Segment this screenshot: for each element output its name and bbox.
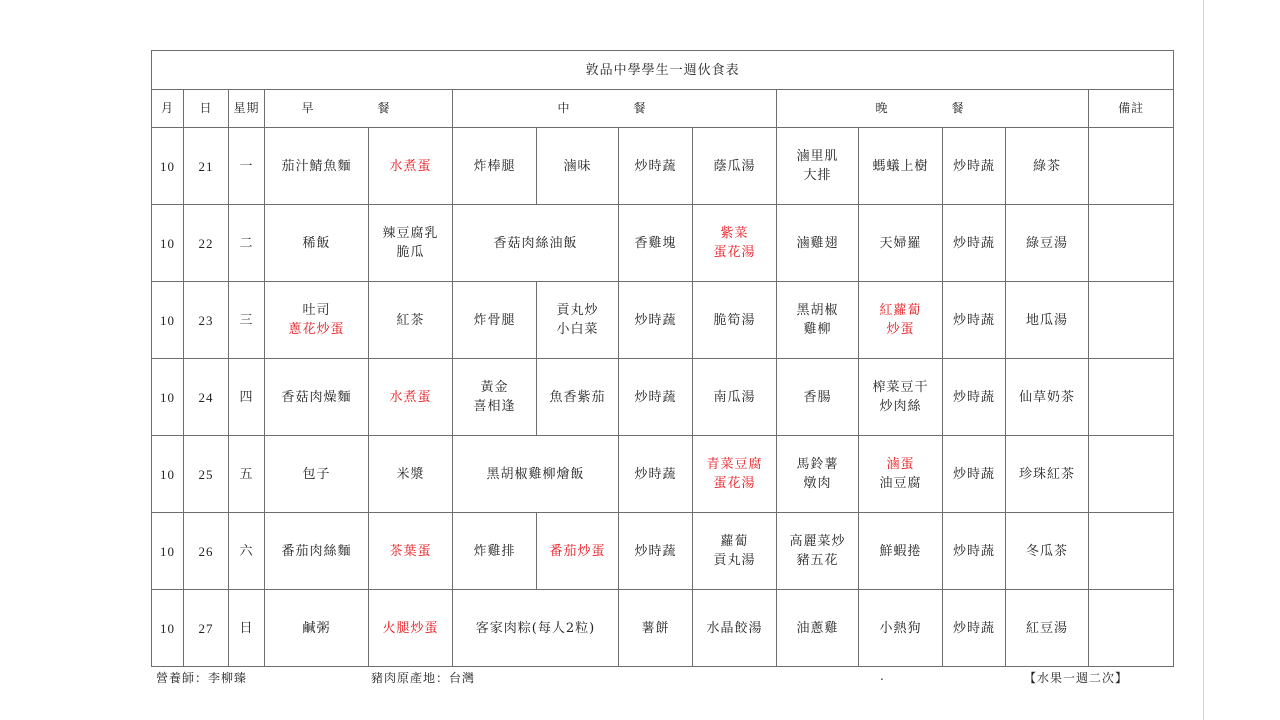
dish-l3 <box>619 590 693 667</box>
dish-line: 番茄肉絲麵 <box>281 543 352 559</box>
page-edge-rule <box>1203 0 1204 720</box>
dish-l1 <box>453 128 537 205</box>
dish-line: 水煮蛋 <box>389 158 432 174</box>
cell-month: 10 <box>152 359 184 436</box>
menu-row <box>152 590 1174 667</box>
dish-line: 紫菜 <box>720 226 749 241</box>
dish-l4 <box>693 436 777 513</box>
cell-day: 24 <box>184 359 229 436</box>
dish-line: 炒蛋 <box>886 322 915 337</box>
dish-d1 <box>777 128 859 205</box>
dish-b1 <box>265 513 369 590</box>
dish-d4 <box>1006 282 1089 359</box>
dish-line: 蘿蔔 <box>720 534 749 549</box>
dish-line: 炒時蔬 <box>634 466 677 482</box>
dish-line: 香腸 <box>803 389 832 405</box>
dish-line: 珍珠紅茶 <box>1018 466 1075 482</box>
cell-note <box>1089 205 1174 282</box>
dish-l3 <box>619 359 693 436</box>
dish-l4 <box>693 282 777 359</box>
dish-d2 <box>859 282 943 359</box>
dish-line: 包子 <box>302 466 331 482</box>
dish-line: 炒時蔬 <box>952 620 995 636</box>
dish-line: 炒時蔬 <box>634 158 677 174</box>
dish-line: 綠茶 <box>1032 158 1061 174</box>
dish-line: 黑胡椒雞柳燴飯 <box>486 466 585 482</box>
dish-line: 滷雞翅 <box>796 235 839 251</box>
cell-note <box>1089 513 1174 590</box>
dish-line: 炒時蔬 <box>952 312 995 328</box>
dish-line: 青菜豆腐 <box>706 457 763 472</box>
dish-l2 <box>537 513 619 590</box>
menu-title: 敦品中學學生一週伙食表 <box>152 51 1174 90</box>
dish-line: 香菇肉燥麵 <box>281 389 352 405</box>
dish-line: 炒時蔬 <box>952 235 995 251</box>
cell-weekday: 日 <box>229 590 265 667</box>
dish-l4 <box>693 205 777 282</box>
header-dinner: 晚 餐 <box>777 90 1089 128</box>
dish-line: 滷里肌 <box>796 149 839 164</box>
dish-line: 滷蛋 <box>886 457 915 472</box>
dish-b1 <box>265 436 369 513</box>
dish-line: 蔭瓜湯 <box>713 158 756 174</box>
header-weekday: 星期 <box>229 90 265 128</box>
footer-dietitian: 營養師：李柳臻 <box>156 671 248 685</box>
dish-d1 <box>777 282 859 359</box>
dish-b2 <box>369 205 453 282</box>
dish-d3 <box>943 205 1006 282</box>
header-day: 日 <box>184 90 229 128</box>
dish-line: 炒時蔬 <box>952 389 995 405</box>
menu-row <box>152 128 1174 205</box>
dish-line: 魚香紫茄 <box>549 389 606 405</box>
cell-weekday: 二 <box>229 205 265 282</box>
dish-line: 喜相逢 <box>473 399 516 414</box>
cell-month: 10 <box>152 282 184 359</box>
dish-line: 油豆腐 <box>879 476 922 491</box>
dish-line: 鹹粥 <box>302 620 331 636</box>
dish-l3 <box>619 205 693 282</box>
dish-line: 鮮蝦捲 <box>879 543 922 559</box>
dish-d3 <box>943 359 1006 436</box>
dish-line: 炒時蔬 <box>952 466 995 482</box>
dish-line: 茶葉蛋 <box>389 543 432 559</box>
dish-d1 <box>777 359 859 436</box>
dish-b1 <box>265 205 369 282</box>
dish-line: 香雞塊 <box>634 235 677 251</box>
header-breakfast: 早 餐 <box>265 90 453 128</box>
dish-line: 小熱狗 <box>879 620 922 636</box>
dish-b1 <box>265 282 369 359</box>
menu-row <box>152 513 1174 590</box>
dish-line: 滷味 <box>563 158 592 174</box>
dish-line: 紅蘿蔔 <box>879 303 922 318</box>
dish-b2 <box>369 590 453 667</box>
dish-line: 地瓜湯 <box>1025 312 1068 328</box>
cell-day: 22 <box>184 205 229 282</box>
cell-month: 10 <box>152 590 184 667</box>
dish-line: 脆瓜 <box>396 245 425 260</box>
dish-line: 油蔥雞 <box>796 620 839 636</box>
cell-weekday: 三 <box>229 282 265 359</box>
dish-line: 小白菜 <box>556 322 599 337</box>
dish-line: 炒時蔬 <box>634 312 677 328</box>
dish-line: 炒時蔬 <box>634 543 677 559</box>
dish-line: 雞柳 <box>803 322 832 337</box>
dish-line: 炸雞排 <box>473 543 516 559</box>
dish-d2 <box>859 590 943 667</box>
dish-line: 蛋花湯 <box>713 476 756 491</box>
weekly-menu-table <box>151 50 1174 667</box>
dish-d2 <box>859 205 943 282</box>
dish-l1 <box>453 359 537 436</box>
dish-b2 <box>369 436 453 513</box>
dish-b1 <box>265 590 369 667</box>
dish-line: 仙草奶茶 <box>1018 389 1075 405</box>
dish-line: 貢丸炒 <box>556 303 599 318</box>
dish-d4 <box>1006 359 1089 436</box>
dish-line: 吐司 <box>302 303 331 318</box>
cell-weekday: 六 <box>229 513 265 590</box>
cell-day: 27 <box>184 590 229 667</box>
footer-fruit-note: 【水果一週二次】 <box>1024 671 1129 685</box>
dish-line: 燉肉 <box>803 476 832 491</box>
cell-month: 10 <box>152 128 184 205</box>
cell-weekday: 四 <box>229 359 265 436</box>
dish-line: 馬鈴薯 <box>796 457 839 472</box>
dish-line: 蛋花湯 <box>713 245 756 260</box>
dish-line: 貢丸湯 <box>713 553 756 568</box>
dish-d4 <box>1006 590 1089 667</box>
dish-b1 <box>265 359 369 436</box>
cell-month: 10 <box>152 436 184 513</box>
dish-line: 客家肉粽(每人2粒) <box>475 620 596 636</box>
dish-d3 <box>943 513 1006 590</box>
dish-l12 <box>453 205 619 282</box>
menu-row <box>152 282 1174 359</box>
dish-l1 <box>453 513 537 590</box>
dish-line: 炸骨腿 <box>473 312 516 328</box>
footer-pork-origin: 豬肉原產地：台灣 <box>371 671 476 685</box>
dish-b2 <box>369 359 453 436</box>
cell-note <box>1089 282 1174 359</box>
dish-line: 炒時蔬 <box>952 543 995 559</box>
dish-d2 <box>859 359 943 436</box>
cell-day: 23 <box>184 282 229 359</box>
dish-d3 <box>943 282 1006 359</box>
dish-b2 <box>369 282 453 359</box>
dish-line: 薯餅 <box>641 620 670 636</box>
dish-line: 蔥花炒蛋 <box>288 322 345 337</box>
dish-line: 螞蟻上樹 <box>872 158 929 174</box>
dish-l4 <box>693 590 777 667</box>
dish-d1 <box>777 436 859 513</box>
cell-note <box>1089 128 1174 205</box>
header-notes: 備註 <box>1089 90 1174 128</box>
menu-row <box>152 436 1174 513</box>
dish-d1 <box>777 205 859 282</box>
dish-line: 黑胡椒 <box>796 303 839 318</box>
dish-line: 茄汁鯖魚麵 <box>281 158 352 174</box>
dish-l4 <box>693 359 777 436</box>
cell-day: 26 <box>184 513 229 590</box>
dish-d4 <box>1006 128 1089 205</box>
dish-line: 水煮蛋 <box>389 389 432 405</box>
dish-d3 <box>943 128 1006 205</box>
dish-d2 <box>859 128 943 205</box>
dish-l4 <box>693 128 777 205</box>
dish-line: 脆筍湯 <box>713 312 756 328</box>
dish-l12 <box>453 436 619 513</box>
cell-day: 21 <box>184 128 229 205</box>
dish-line: 辣豆腐乳 <box>382 226 439 241</box>
dish-line: 冬瓜茶 <box>1025 543 1068 559</box>
dish-l3 <box>619 282 693 359</box>
dish-line: 黃金 <box>480 380 509 395</box>
dish-d1 <box>777 513 859 590</box>
dish-line: 天婦羅 <box>879 235 922 251</box>
cell-weekday: 五 <box>229 436 265 513</box>
dish-line: 米漿 <box>396 466 425 482</box>
dish-l3 <box>619 436 693 513</box>
cell-day: 25 <box>184 436 229 513</box>
dish-b2 <box>369 128 453 205</box>
cell-month: 10 <box>152 205 184 282</box>
menu-row <box>152 359 1174 436</box>
dish-l12 <box>453 590 619 667</box>
dish-line: 香菇肉絲油飯 <box>493 235 578 251</box>
dish-line: 紅豆湯 <box>1025 620 1068 636</box>
dish-line: 紅茶 <box>396 312 425 328</box>
cell-weekday: 一 <box>229 128 265 205</box>
dish-line: 番茄炒蛋 <box>549 543 606 559</box>
dish-d3 <box>943 590 1006 667</box>
menu-row <box>152 205 1174 282</box>
dish-b2 <box>369 513 453 590</box>
dish-line: 南瓜湯 <box>713 389 756 405</box>
dish-l3 <box>619 128 693 205</box>
dish-line: 炒時蔬 <box>634 389 677 405</box>
dish-line: 炸棒腿 <box>473 158 516 174</box>
dish-l3 <box>619 513 693 590</box>
dish-d1 <box>777 590 859 667</box>
dish-d4 <box>1006 513 1089 590</box>
dish-line: 火腿炒蛋 <box>382 620 439 636</box>
dish-l2 <box>537 282 619 359</box>
cell-month: 10 <box>152 513 184 590</box>
cell-note <box>1089 436 1174 513</box>
dish-l4 <box>693 513 777 590</box>
footer-dot: . <box>880 669 885 683</box>
dish-line: 榨菜豆干 <box>872 380 929 395</box>
dish-line: 水晶餃湯 <box>706 620 763 636</box>
dish-line: 炒時蔬 <box>952 158 995 174</box>
dish-d2 <box>859 436 943 513</box>
dish-l2 <box>537 128 619 205</box>
cell-note <box>1089 590 1174 667</box>
dish-line: 豬五花 <box>796 553 839 568</box>
dish-d2 <box>859 513 943 590</box>
dish-l1 <box>453 282 537 359</box>
dish-line: 高麗菜炒 <box>789 534 846 549</box>
dish-l2 <box>537 359 619 436</box>
dish-line: 大排 <box>803 168 832 183</box>
dish-d3 <box>943 436 1006 513</box>
header-month: 月 <box>152 90 184 128</box>
dish-line: 稀飯 <box>302 235 331 251</box>
dish-line: 炒肉絲 <box>879 399 922 414</box>
cell-note <box>1089 359 1174 436</box>
dish-b1 <box>265 128 369 205</box>
dish-line: 綠豆湯 <box>1025 235 1068 251</box>
dish-d4 <box>1006 205 1089 282</box>
dish-d4 <box>1006 436 1089 513</box>
header-lunch: 中 餐 <box>453 90 777 128</box>
